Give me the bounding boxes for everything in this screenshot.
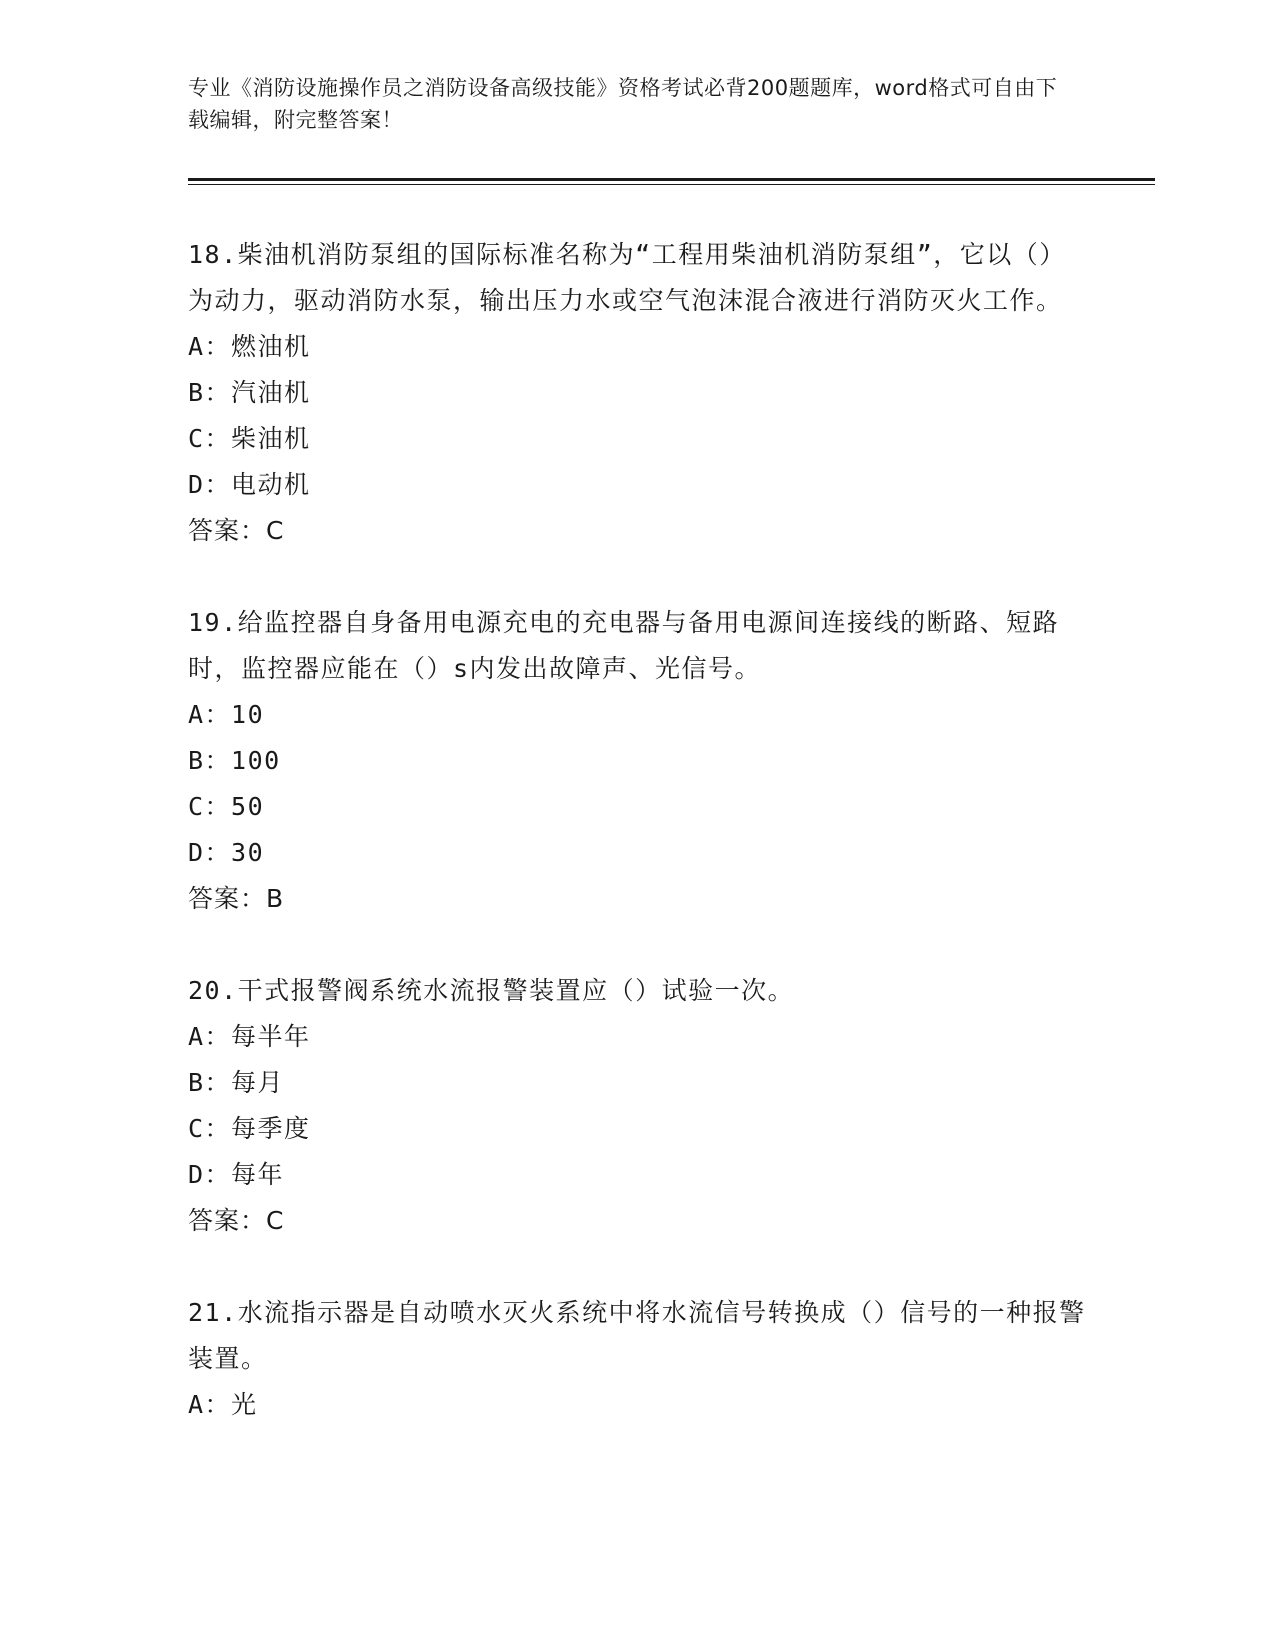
question-20 xyxy=(188,968,1088,1244)
question-stem: 21.水流指示器是自动喷水灭火系统中将水流信号转换成（）信号的一种报警装置。 xyxy=(188,1298,1086,1373)
answer: 答案：B xyxy=(188,884,285,913)
option-a: A：燃油机 xyxy=(188,332,311,361)
question-19 xyxy=(188,600,1088,922)
header-divider-thick xyxy=(188,178,1155,181)
option-d: D：30 xyxy=(188,838,265,867)
document-header: 专业《消防设施操作员之消防设备高级技能》资格考试必背200题题库，word格式可自由下载编辑，附完整答案！ xyxy=(188,76,1058,132)
option-a: A：光 xyxy=(188,1390,258,1419)
option-b: B：汽油机 xyxy=(188,378,311,407)
option-d: D：每年 xyxy=(188,1160,285,1189)
question-stem: 19.给监控器自身备用电源充电的充电器与备用电源间连接线的断路、短路时，监控器应能在（）s内发出故障声、光信号。 xyxy=(188,608,1060,683)
answer: 答案：C xyxy=(188,1206,285,1235)
option-c: C：50 xyxy=(188,792,265,821)
option-a: A：10 xyxy=(188,700,265,729)
question-stem: 18.柴油机消防泵组的国际标准名称为“工程用柴油机消防泵组”，它以（）为动力，驱动消防水泵，输出压力水或空气泡沫混合液进行消防灭火工作。 xyxy=(188,240,1066,315)
option-c: C：每季度 xyxy=(188,1114,311,1143)
answer: 答案：C xyxy=(188,516,285,545)
question-list xyxy=(188,232,1088,1474)
question-21 xyxy=(188,1290,1088,1428)
question-18 xyxy=(188,232,1088,554)
header-divider-thin xyxy=(188,184,1155,185)
option-d: D：电动机 xyxy=(188,470,311,499)
option-b: B：100 xyxy=(188,746,281,775)
option-a: A：每半年 xyxy=(188,1022,311,1051)
question-stem: 20.干式报警阀系统水流报警装置应（）试验一次。 xyxy=(188,976,795,1005)
option-b: B：每月 xyxy=(188,1068,285,1097)
option-c: C：柴油机 xyxy=(188,424,311,453)
